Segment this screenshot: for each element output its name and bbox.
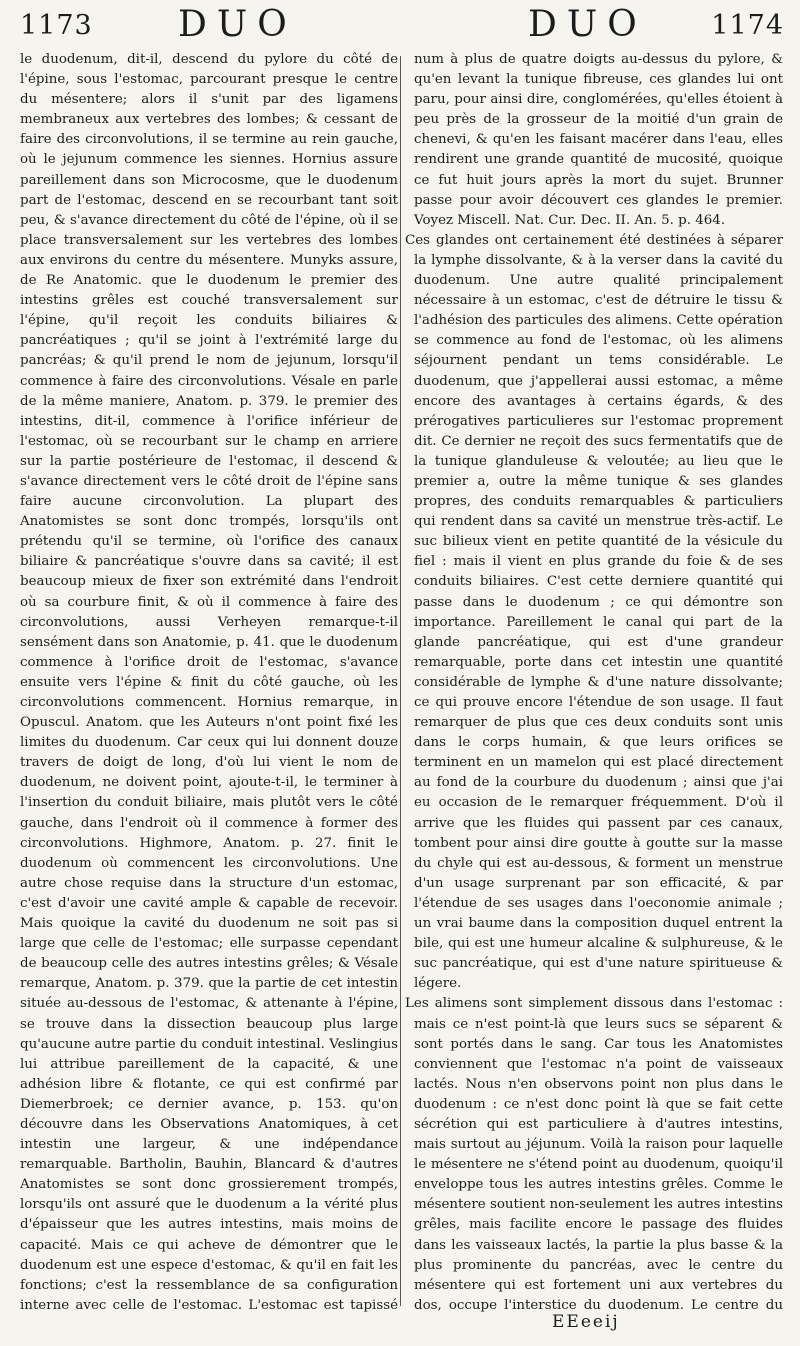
running-head-left: DUO <box>178 4 297 45</box>
page-number-left: 1173 <box>20 10 93 41</box>
page-header <box>0 6 800 50</box>
page-number-right: 1174 <box>711 10 784 41</box>
signature-mark: EEeeij <box>552 1312 620 1332</box>
column-divider <box>400 56 401 1306</box>
right-paragraph-2: Ces glandes ont certainement été destinées à séparer la lymphe dissolvante, & à la verser dans la cavité du duodenum. Une autre qualité principalement nécessaire à un estomac, c'est de détruire le tissu & l'adhésion des particules des alimens. Cette opération se commence au fond de l'estomac, où les alimens séjournent pendant un tems considérable. Le duodenum, que j'appellerai aussi estomac, a même encore des avantages à certains égards, & des prérogatives particulieres sur l'estomac proprement dit. Ce dernier ne reçoit des sucs fermentatifs que de la tunique glanduleuse & veloutée; au lieu que le premier a, outre la même tunique & ses glandes propres, des conduits remarquables & particuliers qui rendent dans sa cavité un menstrue très-actif. Le suc bilieux vient en petite quantité de la vésicule du fiel : mais il vient en plus grande du foie & de ses conduits biliaires. C'est cette derniere quantité qui passe dans le duodenum ; ce qui démontre son importance. Pareillement le canal qui part de la glande pancréatique, qui est d'une grandeur remarquable, porte dans cet intestin une quantité considérable de lymphe & d'une nature dissolvante; ce qui prouve encore l'étendue de son usage. Il faut remarquer de plus que ces deux conduits sont unis dans le corps humain, & que leurs orifices se terminent en un mamelon qui est placé directement au fond de la courbure du duodenum ; ainsi que j'ai eu occasion de le remarquer fréquemment. D'où il arrive que les fluides qui passent par ces canaux, tombent pour ainsi dire goutte à goutte sur la masse du chyle qui est au-dessous, & forment un menstrue d'un usage surprenant par son efficacité, & par l'étendue de ses usages dans l'oeconomie animale ; un vrai baume dans la composition duquel entrent la bile, qui est une humeur alcaline & sulphureuse, & le suc pancréatique, qui est d'une nature spiritueuse & légere. <box>405 232 783 992</box>
right-paragraph-3: Les alimens sont simplement dissous dans l'estomac : mais ce n'est point-là que leurs sucs se séparent & sont portés dans le sang. Car tous les Anatomistes conviennent que l'estomac n'a point de vaisseaux lactés. Nous n'en observons point non plus dans le duodenum : ce n'est donc point là que se fait cette sécrétion qui est particuliere à d'autres intestins, mais surtout au jéjunum. Voilà la raison pour laquelle le mésentere ne s'étend point au duodenum, quoiqu'il enveloppe tous les autres intestins grêles. Comme le mésentere soutient non-seulement les autres intestins grêles, mais facilite encore le passage des fluides dans les vaisseaux lactés, la partie la plus basse & la plus prominente du pancréas, avec le centre du mésentere qui est fortement uni aux vertebres du dos, occupe l'interstice du duodenum. Le centre du <box>405 996 783 1312</box>
left-column-text: le duodenum, dit-il, descend du pylore du côté de l'épine, sous l'estomac, parcourant presque le centre du mésentere; alors il s'unit par des ligamens membraneux aux vertebres des lombes; & cessant de faire des circonvolutions, il se termine au rein gauche, où le jejunum commence les siennes. Hornius assure pareillement dans son Microcosme, que le duodenum part de l'estomac, descend en se recourbant tant soit peu, & s'avance directement du côté de l'épine, où il se place transversalement sur les vertebres des lombes aux environs du centre du mésentere. Munyks assure, de Re Anatomic. que le duodenum le premier des intestins grêles est couché transversalement sur l'épine, qu'il reçoit les conduits biliaires & pancréatiques ; qu'il se joint à l'extrémité large du pancréas; & qu'il prend le nom de jejunum, lorsqu'il commence à faire des circonvolutions. Vésale en parle de la même maniere, Anatom. p. 379. le premier des intestins, dit-il, commence à l'orifice inférieur de l'estomac, où se recourbant sur le champ en arriere sur la partie postérieure de l'estomac, il descend & s'avance directement vers le côté droit de l'épine sans faire aucune circonvolution. La plupart des Anatomistes se sont donc trompés, lorsqu'ils ont prétendu qu'il se termine, où l'orifice des canaux biliaire & pancréatique s'ouvre dans sa cavité; il est beaucoup mieux de fixer son extrémité dans l'endroit où sa courbure finit, & où il commence à faire des circonvolutions, aussi Verheyen remarque-t-il sensément dans son Anatomie, p. 41. que le duodenum commence à l'orifice droit de l'estomac, s'avance ensuite vers l'épine & finit du côté gauche, où les circonvolutions commencent. Hornius remarque, in Opuscul. Anatom. que les Auteurs n'ont point fixé les limites du duodenum. Car ceux qui lui donnent douze travers de doigt de long, d'où lui vient le nom de duodenum, ne doivent point, ajoute-t-il, le terminer à l'insertion du conduit biliaire, mais plutôt vers le côté gauche, dans l'endroit où il commence à former des circonvolutions. Highmore, Anatom. p. 27. finit le duodenum où commencent les circonvolutions. Une autre chose requise dans la structure d'un estomac, c'est d'avoir une cavité ample & capable de recevoir. Mais quoique la cavité du duodenum ne soit pas si large que celle de l'estomac; elle surpasse cependant de beaucoup celle des autres intestins grêles; & Vésale remarque, Anatom. p. 379. que la partie de cet intestin située au-dessous de l'estomac, & attenante à l'épine, se trouve dans la dissection beaucoup plus large qu'aucune autre partie du conduit intestinal. Veslingius lui attribue pareillement de la capacité, & une adhésion libre & flotante, ce qui est confirmé par Diemerbroek; ce dernier avance, p. 153. qu'on découvre dans les Observations Anatomiques, à cet intestin une largeur, & une indépendance remarquable. Bartholin, Bauhin, Blancard & d'autres Anatomistes se sont donc grossierement trompés, lorsqu'ils ont assuré que le duodenum a la vérité plus d'épaisseur que les autres intestins, mais moins de capacité. Mais ce qui acheve de démontrer que le duodenum est une espece d'estomac, & qu'il en fait les fonctions; c'est la ressemblance de sa configuration interne avec celle de l'estomac. L'estomac est tapissé <box>20 52 398 1312</box>
right-column <box>405 50 783 1312</box>
right-paragraph-1: num à plus de quatre doigts au-dessus du pylore, & qu'en levant la tunique fibreuse, ces glandes lui ont paru, pour ainsi dire, conglomérées, qu'elles étoient à peu près de la grosseur de la moitié d'un grain de chenevi, & qu'en les faisant macérer dans l'eau, elles rendirent une grande quantité de mucosité, quoique ce fut huit jours après la mort du sujet. Brunner passe pour avoir découvert ces glandes le premier. Voyez Miscell. Nat. Cur. Dec. II. An. 5. p. 464. <box>414 52 783 228</box>
left-column <box>20 50 398 1312</box>
running-head-right: DUO <box>528 4 647 45</box>
